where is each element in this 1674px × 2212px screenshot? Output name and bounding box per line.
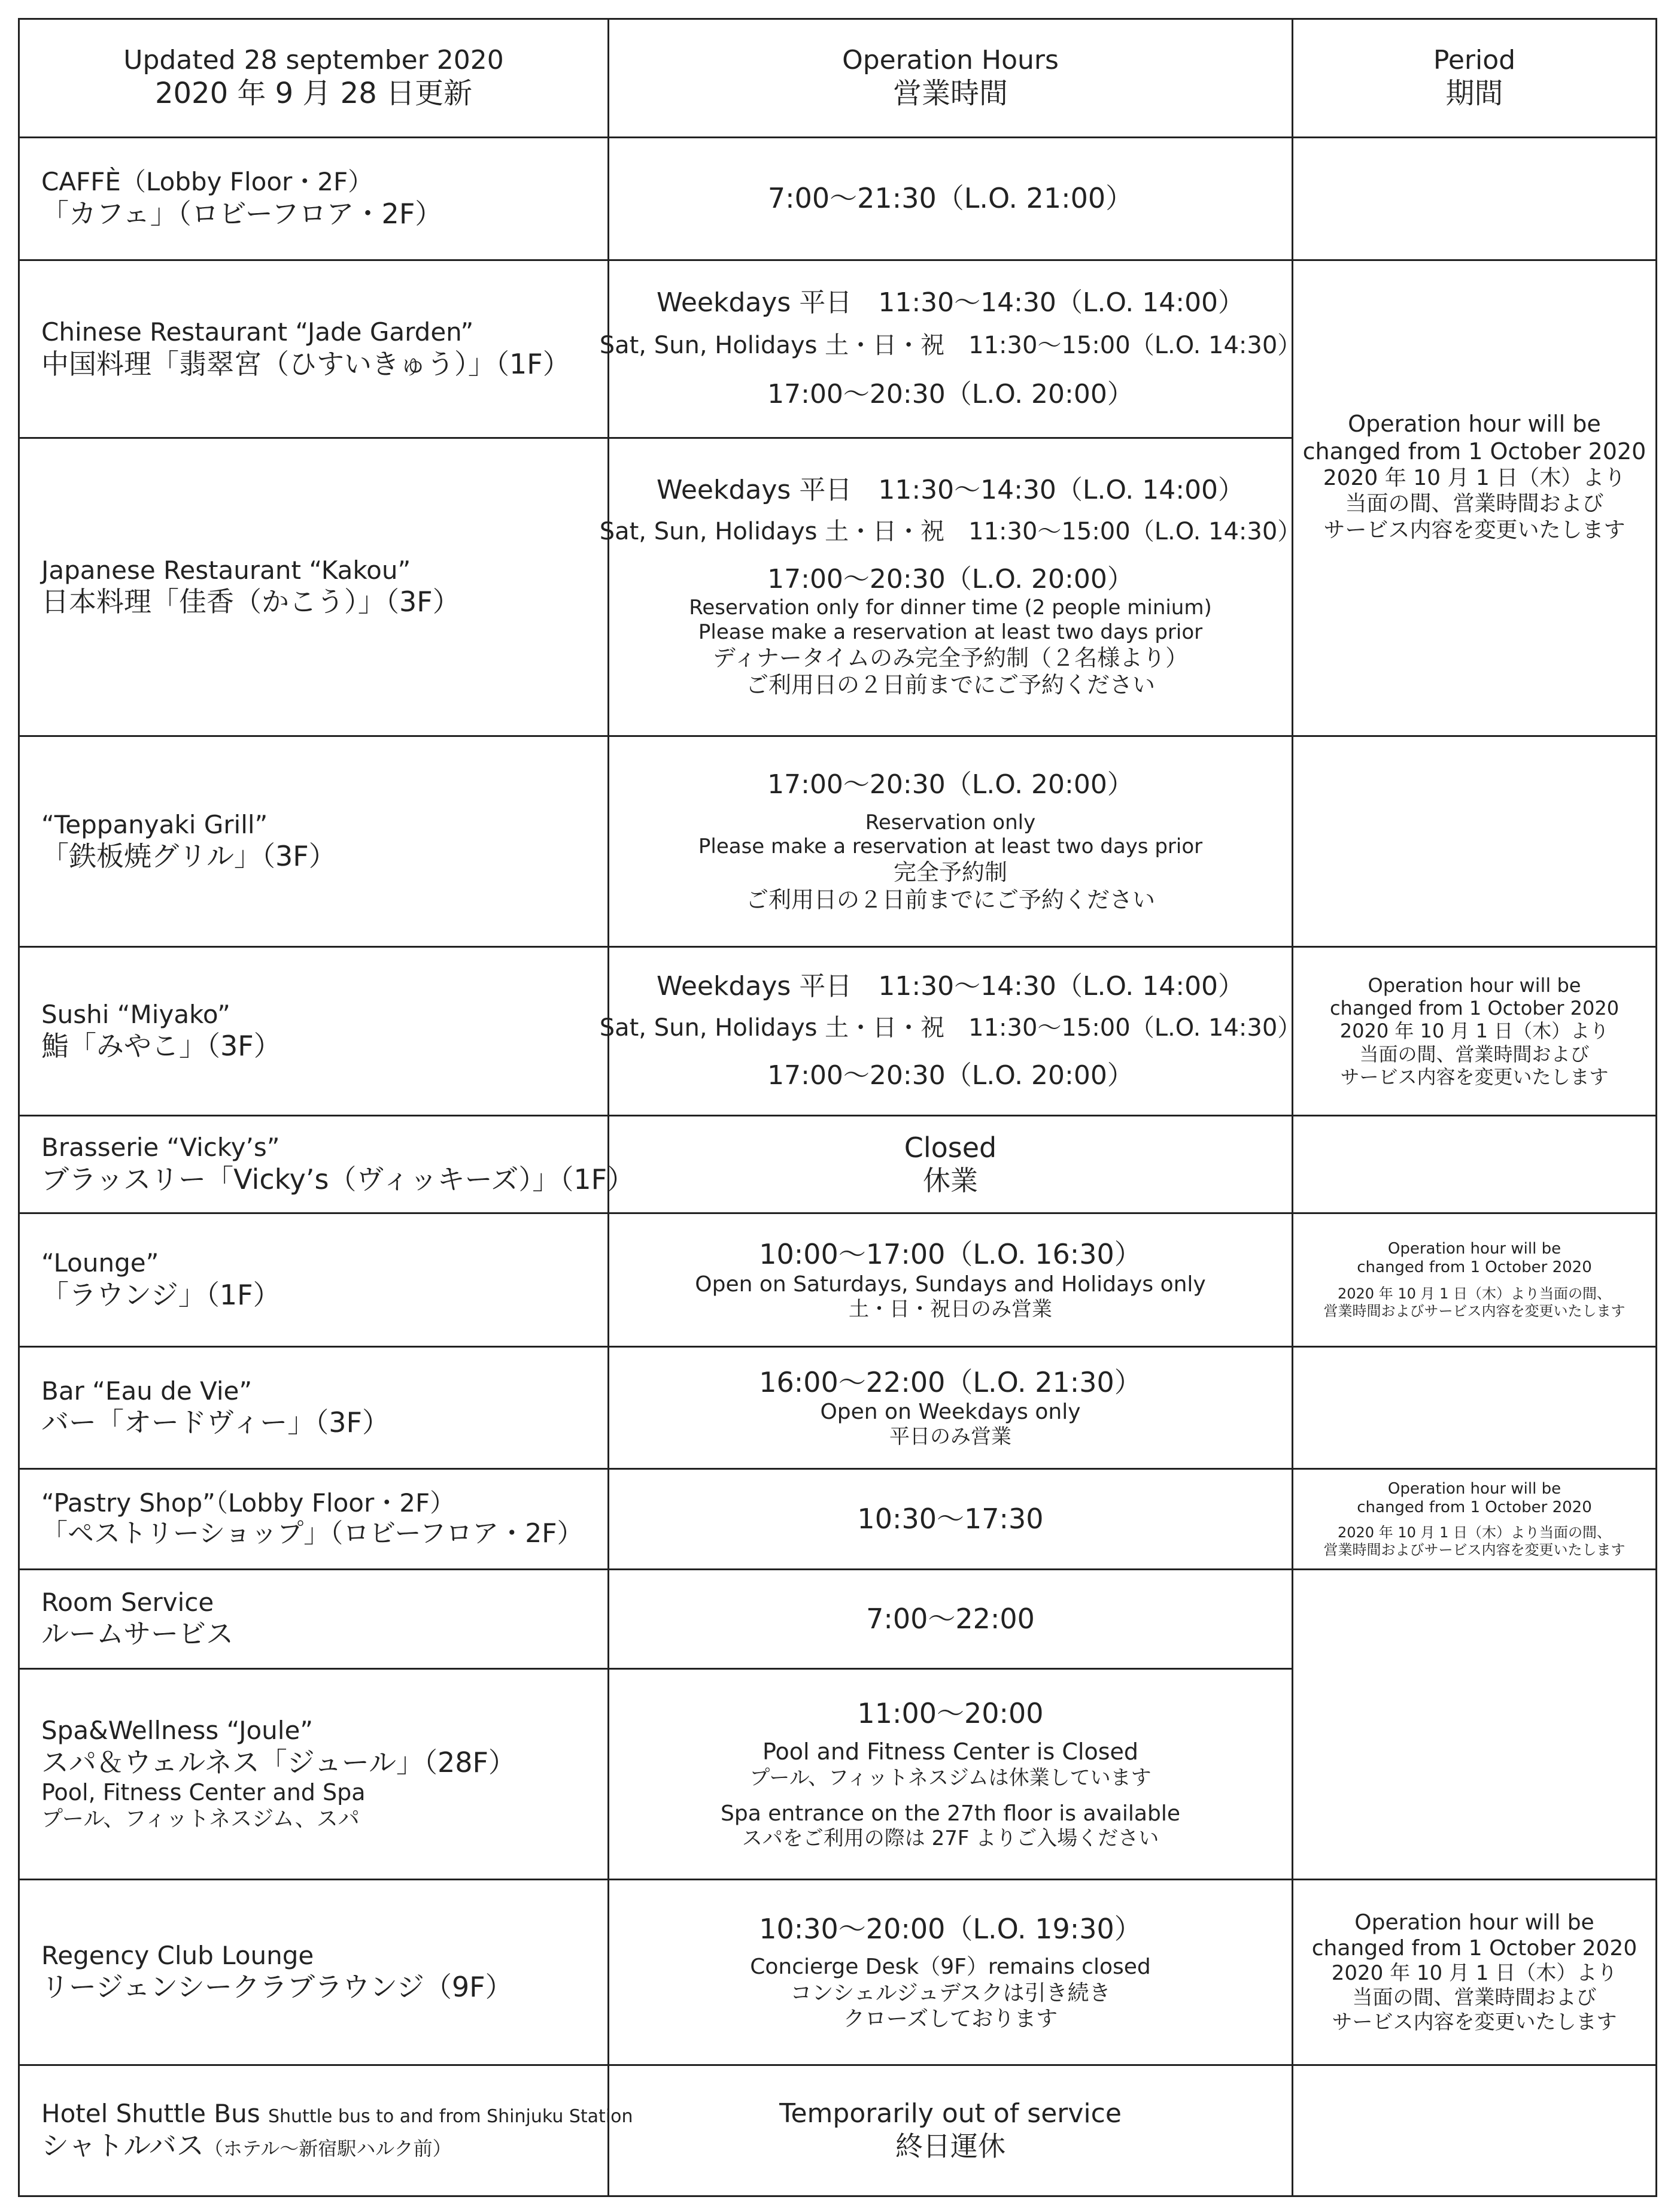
venue-joule-spa — [20, 1670, 607, 1879]
note-line: Open on Saturdays, Sundays and Holidays only — [695, 1272, 1206, 1297]
note-line: ご利用日の２日前までにご予約ください — [745, 672, 1155, 699]
venue-name-en-small: Shuttle bus to and from Shinjuku Station — [268, 2106, 633, 2128]
hours-line: 10:30〜20:00（L.O. 19:30） — [759, 1913, 1142, 1946]
hours-jade-garden — [599, 261, 1302, 437]
venue-name-en: Room Service — [41, 1587, 214, 1617]
note-line: Spa entrance on the 27th floor is available — [720, 1801, 1180, 1826]
header-hours — [609, 20, 1292, 136]
period-header-jp: 期間 — [1445, 77, 1503, 111]
note-line: Pool and Fitness Center is Closed — [762, 1738, 1138, 1765]
venue-name-jp-line — [41, 2129, 452, 2162]
period-miyako — [1293, 948, 1655, 1115]
note-line: プール、フィットネスジムは休業しています — [749, 1765, 1152, 1790]
period-regency-club-lounge — [1293, 1880, 1655, 2064]
venue-sub-jp: プール、フィットネスジム、スパ — [41, 1807, 360, 1832]
venue-name-jp: ブラッスリー「Vicky’s（ヴィッキーズ）」（1F） — [41, 1163, 635, 1195]
hours-line: Sat, Sun, Holidays 土・日・祝 11:30〜15:00（L.O. 14:30） — [599, 1014, 1302, 1042]
venue-sub-en: Pool, Fitness Center and Spa — [41, 1779, 366, 1806]
venue-pastry-shop — [20, 1470, 607, 1568]
note-line: 土・日・祝日のみ営業 — [849, 1297, 1052, 1321]
hours-miyako — [599, 948, 1302, 1115]
venue-teppanyaki — [20, 737, 607, 946]
venue-name-jp: 「鉄板焼グリル」（3F） — [41, 840, 336, 873]
hours-kakou — [599, 439, 1302, 735]
period-line: changed from 1 October 2020 — [1302, 438, 1646, 465]
venue-name-en-line — [41, 2099, 633, 2129]
period-line: 2020 年 10 月 1 日（木）より — [1339, 1019, 1609, 1043]
hours-line: Weekdays 平日 11:30〜14:30（L.O. 14:00） — [656, 970, 1245, 1002]
hours-room-service — [609, 1570, 1292, 1668]
period-line: 2020 年 10 月 1 日（木）より当面の間、 — [1337, 1524, 1612, 1541]
period-line: changed from 1 October 2020 — [1357, 1498, 1592, 1516]
hours-line: Temporarily out of service — [779, 2098, 1122, 2129]
note-line: 完全予約制 — [893, 859, 1007, 886]
period-jade-kakou — [1293, 261, 1655, 735]
period-line: changed from 1 October 2020 — [1357, 1258, 1592, 1277]
period-line: サービス内容を変更いたします — [1323, 517, 1626, 542]
hours-teppanyaki — [609, 737, 1292, 946]
venue-regency-club-lounge — [20, 1880, 607, 2064]
hours-eau-de-vie — [609, 1348, 1292, 1468]
venue-name-jp: 中国料理「翡翠宮（ひすいきゅう）」（1F） — [41, 347, 570, 380]
period-line: Operation hour will be — [1387, 1479, 1561, 1498]
hours-line: Weekdays 平日 11:30〜14:30（L.O. 14:00） — [656, 287, 1245, 318]
period-line: changed from 1 October 2020 — [1311, 1936, 1637, 1961]
venue-name-en: Bar “Eau de Vie” — [41, 1376, 253, 1406]
hours-shuttle-bus — [609, 2066, 1292, 2195]
hours-line: 17:00〜20:30（L.O. 20:00） — [767, 379, 1134, 409]
venue-eau-de-vie — [20, 1348, 607, 1468]
venue-kakou — [20, 439, 607, 735]
hours-line: 終日運休 — [895, 2129, 1005, 2162]
hours-regency-club-lounge — [609, 1880, 1292, 2064]
hours-line: 17:00〜20:30（L.O. 20:00） — [767, 769, 1134, 800]
period-line: 営業時間およびサービス内容を変更いたします — [1323, 1541, 1626, 1558]
note-line: ご利用日の２日前までにご予約ください — [745, 886, 1155, 913]
hours-line: 10:00〜17:00（L.O. 16:30） — [759, 1238, 1142, 1271]
period-line: 当面の間、営業時間および — [1359, 1042, 1590, 1066]
hours-line: 11:00〜20:00 — [857, 1697, 1044, 1729]
venue-name-jp: バー「オードヴィー」（3F） — [41, 1406, 390, 1439]
period-lounge — [1293, 1214, 1655, 1346]
venue-vickys — [20, 1116, 635, 1212]
venue-name-en: Japanese Restaurant “Kakou” — [41, 555, 411, 585]
venue-miyako — [20, 948, 607, 1115]
venue-name-en: Spa&Wellness “Joule” — [41, 1716, 314, 1746]
venue-jade-garden — [20, 261, 607, 437]
venue-name-en: Regency Club Lounge — [41, 1940, 314, 1970]
note-line: Reservation only — [865, 810, 1036, 835]
hours-joule-spa — [609, 1670, 1292, 1879]
venue-lounge — [20, 1214, 607, 1346]
hours-header-en: Operation Hours — [842, 45, 1059, 76]
period-line: 当面の間、営業時間および — [1352, 1986, 1597, 2010]
hours-line: 休業 — [923, 1164, 978, 1197]
venue-name-jp: 日本料理「佳香（かこう）」（3F） — [41, 585, 460, 618]
period-line: Operation hour will be — [1387, 1240, 1561, 1258]
hours-line: 17:00〜20:30（L.O. 20:00） — [767, 1060, 1134, 1091]
venue-name-en: Brasserie “Vicky’s” — [41, 1133, 280, 1163]
period-line: Operation hour will be — [1348, 411, 1601, 437]
period-pastry-shop — [1293, 1470, 1655, 1568]
updated-en: Updated 28 september 2020 — [123, 45, 504, 76]
venue-name-en: “Teppanyaki Grill” — [41, 809, 268, 839]
hours-line: Closed — [904, 1131, 997, 1164]
venue-name-en: Hotel Shuttle Bus — [41, 2099, 260, 2129]
venue-caffe — [20, 138, 607, 259]
venue-shuttle-bus — [20, 2066, 633, 2195]
hours-line: 17:00〜20:30（L.O. 20:00） — [767, 564, 1134, 595]
venue-name-jp: 「ペストリーショップ」（ロビーフロア・2F） — [41, 1518, 584, 1549]
note-line: Please make a reservation at least two days prior — [698, 835, 1203, 859]
venue-name-en: “Pastry Shop”（Lobby Floor・2F） — [41, 1488, 455, 1518]
hours-line: 7:00〜22:00 — [866, 1602, 1035, 1635]
venue-name-jp: 「ラウンジ」（1F） — [41, 1278, 281, 1311]
venue-name-jp: シャトルバス — [41, 2129, 204, 2162]
period-header-en: Period — [1433, 45, 1516, 76]
period-line: 2020 年 10 月 1 日（木）より — [1331, 1961, 1618, 1986]
venue-name-en: CAFFÈ（Lobby Floor・2F） — [41, 167, 373, 197]
hours-line: Sat, Sun, Holidays 土・日・祝 11:30〜15:00（L.O. 14:30） — [599, 332, 1302, 359]
venue-name-jp: 鮨「みやこ」（3F） — [41, 1030, 281, 1063]
note-line: クローズしております — [843, 2006, 1058, 2031]
venue-name-jp: スパ＆ウェルネス「ジュール」（28F） — [41, 1746, 516, 1779]
hours-vickys — [609, 1116, 1292, 1212]
hours-line: 10:30〜17:30 — [857, 1502, 1044, 1535]
updated-jp: 2020 年 9 月 28 日更新 — [154, 77, 473, 111]
period-line: changed from 1 October 2020 — [1329, 996, 1620, 1019]
header-updated — [20, 20, 607, 136]
hours-line: Sat, Sun, Holidays 土・日・祝 11:30〜15:00（L.O. 14:30） — [599, 518, 1302, 546]
note-line: ディナータイムのみ完全予約制（２名様より） — [712, 644, 1189, 671]
hours-line: 16:00〜22:00（L.O. 21:30） — [759, 1366, 1142, 1398]
period-line: 営業時間およびサービス内容を変更いたします — [1323, 1303, 1626, 1320]
venue-name-jp: 「カフェ」（ロビーフロア・2F） — [41, 197, 443, 230]
venue-name-jp-small: （ホテル〜新宿駅ハルク前） — [203, 2137, 452, 2160]
note-line: スパをご利用の際は 27F よりご入場ください — [742, 1826, 1159, 1851]
note-line: Reservation only for dinner time (2 people minium) — [689, 595, 1212, 620]
hours-line: 7:00〜21:30（L.O. 21:00） — [767, 182, 1134, 215]
period-line: Operation hour will be — [1368, 973, 1581, 997]
hours-header-jp: 営業時間 — [892, 77, 1008, 111]
hours-lounge — [609, 1214, 1292, 1346]
period-line: 2020 年 10 月 1 日（木）より — [1323, 466, 1626, 491]
venue-name-en: Sushi “Miyako” — [41, 999, 230, 1029]
period-line: 当面の間、営業時間および — [1345, 491, 1604, 517]
hours-pastry-shop — [609, 1470, 1292, 1568]
venue-room-service — [20, 1570, 607, 1668]
hours-line: Weekdays 平日 11:30〜14:30（L.O. 14:00） — [656, 475, 1245, 506]
hours-caffe — [609, 138, 1292, 259]
venue-name-jp: リージェンシークラブラウンジ（9F） — [41, 1971, 513, 2004]
note-line: コンシェルジュデスクは引き続き — [790, 1980, 1111, 2005]
period-line: Operation hour will be — [1354, 1910, 1594, 1935]
note-line: Please make a reservation at least two days prior — [698, 620, 1203, 644]
period-line: サービス内容を変更いたします — [1340, 1066, 1609, 1089]
venue-name-en: “Lounge” — [41, 1248, 159, 1278]
note-line: Open on Weekdays only — [820, 1400, 1081, 1425]
header-period — [1293, 20, 1655, 136]
venue-name-jp: ルームサービス — [41, 1618, 234, 1650]
period-line: サービス内容を変更いたします — [1332, 2010, 1617, 2035]
period-line: 2020 年 10 月 1 日（木）より当面の間、 — [1337, 1285, 1612, 1303]
note-line: Concierge Desk（9F）remains closed — [750, 1955, 1151, 1980]
note-line: 平日のみ営業 — [889, 1425, 1011, 1449]
venue-name-en: Chinese Restaurant “Jade Garden” — [41, 317, 474, 347]
